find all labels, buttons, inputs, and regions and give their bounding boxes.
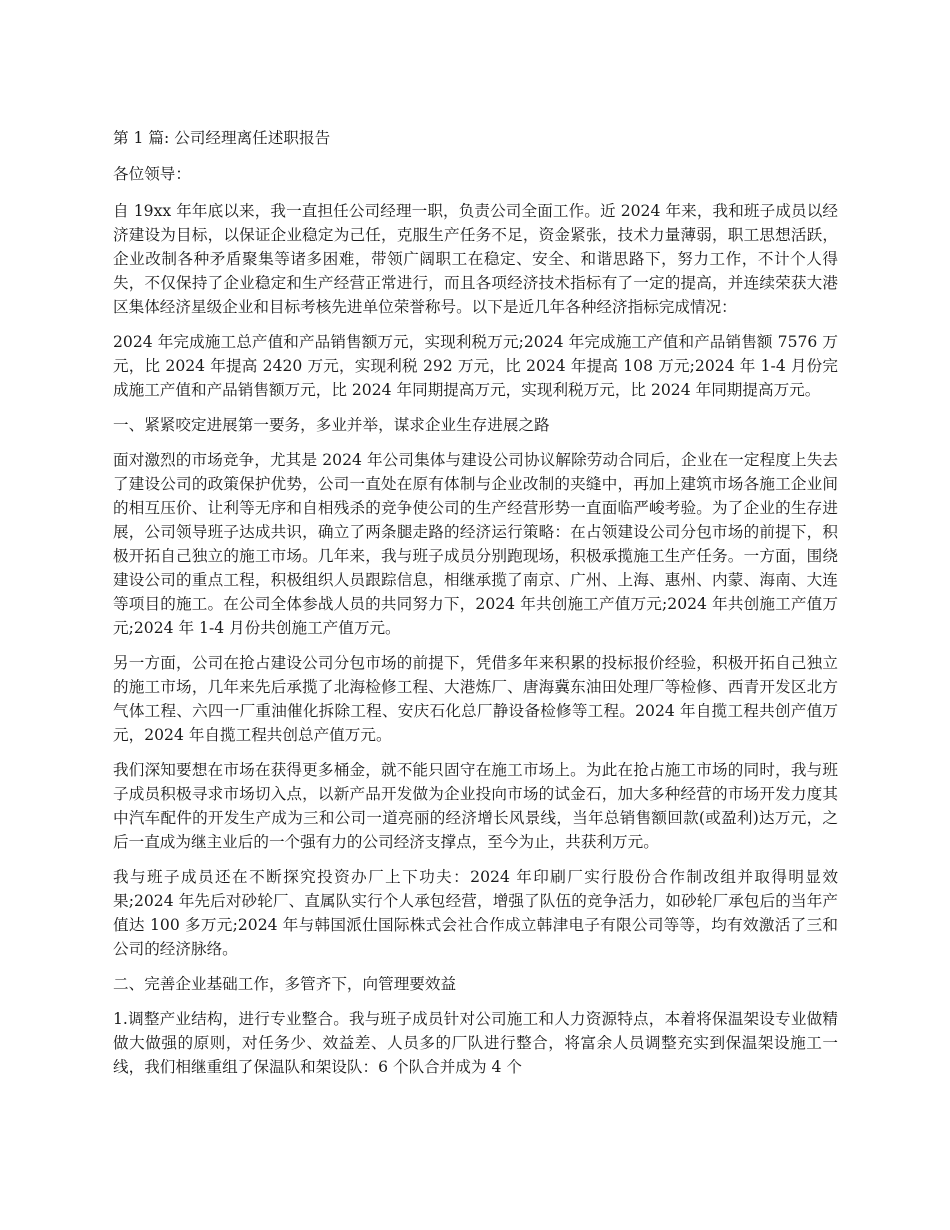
paragraph: 面对激烈的市场竞争，尤其是 2024 年公司集体与建设公司协议解除劳动合同后，企业在一定程度上失去了建设公司的政策保护优势，公司一直处在原有体制与企业改制的夹缝中，再加上建筑市场各施工企业间的相互压价、让利等无序和自相残杀的竞争使公司的生产经营形势一直面临严峻考验。为了企业的生存进展，公司领导班子达成共识，确立了两条腿走路的经济运行策略：在占领建设公司分包市场的前提下，积极开拓自己独立的施工市场。几年来，我与班子成员分别跑现场，积极承揽施工生产任务。一方面，围绕建设公司的重点工程，积极组织人员跟踪信息，相继承揽了南京、广州、上海、惠州、内蒙、海南、大连等项目的施工。在公司全体参战人员的共同努力下，2024 年共创施工产值万元;2024 年共创施工产值万元;2024 年 1-4 月份共创施工产值万元。 xyxy=(113,451,838,637)
greeting: 各位领导： xyxy=(113,165,191,183)
paragraph: 2024 年完成施工总产值和产品销售额万元，实现利税万元;2024 年完成施工产值和产品销售额 7576 万元，比 2024 年提高 2420 万元，实现利税 292 万元，比 2024 年提高 108 万元;2024 年 1-4 月份完成施工产值和产品销售额万元，比 2024 年同期提高万元，实现利税万元，比 2024 年同期提高万元。 xyxy=(113,333,838,399)
section-heading: 一、紧紧咬定进展第一要务，多业并举，谋求企业生存进展之路 xyxy=(113,416,550,434)
paragraph: 自 19xx 年年底以来，我一直担任公司经理一职，负责公司全面工作。近 2024 年来，我和班子成员以经济建设为目标，以保证企业稳定为己任，克服生产任务不足，资金紧张，技术力量薄弱，职工思想活跃，企业改制各种矛盾聚集等诸多困难，带领广阔职工在稳定、安全、和谐思路下，努力工作，不计个人得失，不仅保持了企业稳定和生产经营正常进行，而且各项经济技术指标有了一定的提高，并连续荣获大港区集体经济星级企业和目标考核先进单位荣誉称号。以下是近几年各种经济指标完成情况： xyxy=(113,202,838,316)
paragraph: 1.调整产业结构，进行专业整合。我与班子成员针对公司施工和人力资源特点，本着将保温架设专业做精做大做强的原则，对任务少、效益差、人员多的厂队进行整合，将富余人员调整充实到保温架设施工一线，我们相继重组了保温队和架设队：6 个队合并成为 4 个 xyxy=(113,1010,838,1076)
document-title: 第 1 篇: 公司经理离任述职报告 xyxy=(113,129,331,147)
paragraph: 我们深知要想在市场在获得更多桶金，就不能只固守在施工市场上。为此在抢占施工市场的同时，我与班子成员积极寻求市场切入点，以新产品开发做为企业投向市场的试金石，加大多种经营的市场开发力度其中汽车配件的开发生产成为三和公司一道亮丽的经济增长风景线，当年总销售额回款(或盈利)达万元，之后一直成为继主业后的一个强有力的公司经济支撑点，至今为止，共获利万元。 xyxy=(113,761,838,851)
document-page xyxy=(113,126,838,1090)
section-heading: 二、完善企业基础工作，多管齐下，向管理要效益 xyxy=(113,975,457,993)
paragraph: 我与班子成员还在不断探究投资办厂上下功夫：2024 年印刷厂实行股份合作制改组并取得明显效果;2024 年先后对砂轮厂、直属队实行个人承包经营，增强了队伍的竞争活力，如砂轮厂承包后的当年产值达 100 多万元;2024 年与韩国派仕国际株式会社合作成立韩津电子有限公司等等，均有效激活了三和公司的经济脉络。 xyxy=(113,868,838,958)
paragraph: 另一方面，公司在抢占建设公司分包市场的前提下，凭借多年来积累的投标报价经验，积极开拓自己独立的施工市场，几年来先后承揽了北海检修工程、大港炼厂、唐海冀东油田处理厂等检修、西青开发区北方气体工程、六四一厂重油催化拆除工程、安庆石化总厂静设备检修等工程。2024 年自揽工程共创产值万元，2024 年自揽工程共创总产值万元。 xyxy=(113,654,838,744)
